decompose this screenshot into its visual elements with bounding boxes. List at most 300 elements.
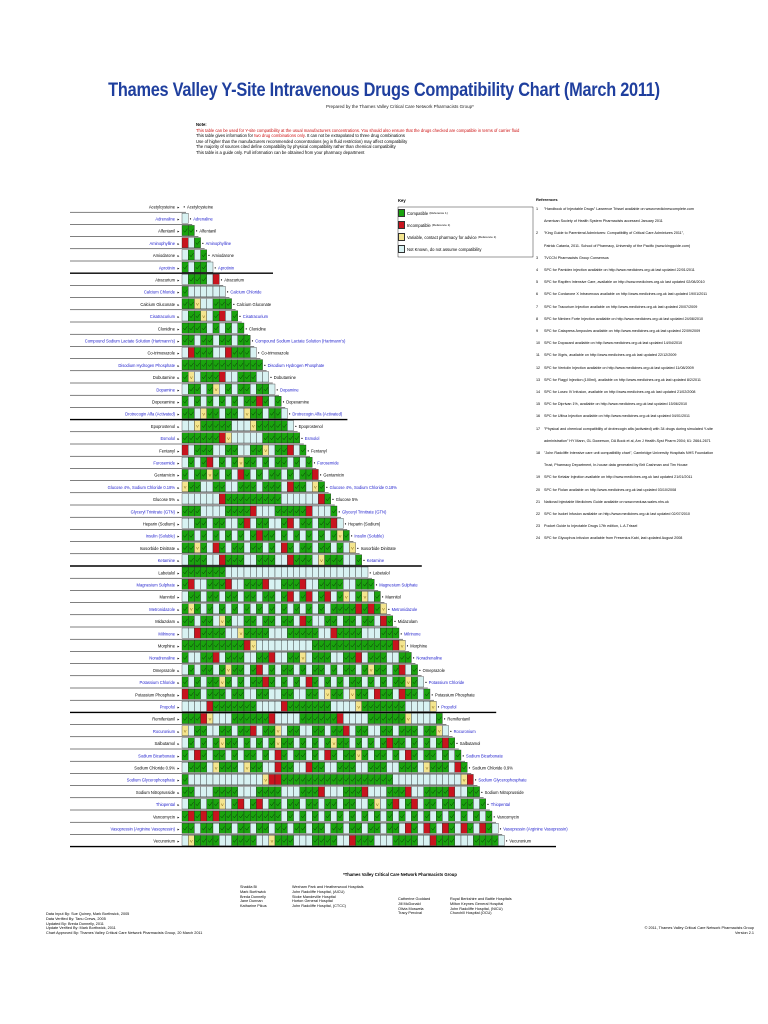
- compat-cell: [188, 482, 194, 492]
- compat-cell: [430, 762, 436, 772]
- compat-cell: [232, 652, 238, 662]
- compat-cell: [467, 823, 473, 833]
- row-marker: ▸: [177, 717, 180, 722]
- compat-cell: [263, 604, 269, 614]
- compat-cell: [473, 787, 479, 797]
- compat-cell: [306, 530, 312, 540]
- compat-cell: [380, 823, 386, 833]
- compat-cell: [263, 799, 269, 809]
- compat-cell: [362, 677, 368, 687]
- compat-cell: [312, 726, 318, 736]
- compat-cell: [312, 469, 318, 479]
- compat-cell: [232, 762, 238, 772]
- compat-cell: [287, 823, 293, 833]
- compat-cell: [455, 774, 461, 784]
- compat-cell: [399, 713, 405, 723]
- compat-cell: [411, 677, 417, 687]
- compat-cell: [225, 677, 231, 687]
- compat-cell: [269, 823, 275, 833]
- compat-cell: [269, 774, 275, 784]
- compat-cell: [256, 530, 262, 540]
- compat-cell: [424, 726, 430, 736]
- compat-cell: [213, 274, 219, 284]
- compat-cell: [287, 518, 293, 528]
- compat-cell: [207, 433, 213, 443]
- compat-cell: [244, 726, 250, 736]
- compat-cell: [349, 726, 355, 736]
- compat-cell: [312, 555, 318, 565]
- compat-cell: [325, 811, 331, 821]
- compat-cell: [219, 750, 225, 760]
- compat-cell: [238, 494, 244, 504]
- compat-cell: [244, 640, 250, 650]
- compat-cell: [362, 579, 368, 589]
- compat-cell: [238, 591, 244, 601]
- compat-cell: [194, 262, 200, 272]
- diagonal-bullet: •: [350, 533, 353, 539]
- variable-mark: V: [431, 704, 435, 710]
- compat-cell: [194, 677, 200, 687]
- compat-cell: [343, 701, 349, 711]
- compat-cell: [368, 762, 374, 772]
- compat-cell: [213, 799, 219, 809]
- compat-cell: [213, 652, 219, 662]
- compat-cell: [368, 750, 374, 760]
- compat-cell: [232, 738, 238, 748]
- compat-cell: [201, 384, 207, 394]
- compat-cell: [232, 591, 238, 601]
- compat-cell: [244, 530, 250, 540]
- compat-cell: [225, 799, 231, 809]
- compat-cell: [455, 762, 461, 772]
- compat-cell: [194, 372, 200, 382]
- compat-cell: [300, 530, 306, 540]
- compat-cell: [201, 567, 207, 577]
- compat-cell: [250, 469, 256, 479]
- diagonal-bullet: •: [238, 314, 242, 320]
- compat-cell: [263, 579, 269, 589]
- compat-cell: [306, 823, 312, 833]
- compat-cell: [182, 616, 188, 626]
- compat-cell: [182, 299, 188, 309]
- compat-cell: [201, 335, 207, 345]
- compat-cell: [244, 543, 250, 553]
- compat-cell: [411, 750, 417, 760]
- drug-diagonal-label: Dopamine: [280, 387, 299, 393]
- reference-item: 15 SPC for Diprivan 1%, available on http://www.medicines.org.uk last updated 15/06/2010: [536, 402, 688, 407]
- note-line-2: This table gives information for two drug combinations only. It can not be extrapolated to three drug combinations: [196, 133, 405, 139]
- compat-cell: [207, 726, 213, 736]
- compat-cell: [287, 469, 293, 479]
- compat-cell: [225, 811, 231, 821]
- compat-cell: [349, 823, 355, 833]
- compat-cell: [294, 774, 300, 784]
- compat-cell: [294, 701, 300, 711]
- compat-cell: [294, 469, 300, 479]
- compat-cell: [244, 689, 250, 699]
- drug-diagonal-label: Sodium Glycerophosphate: [478, 777, 527, 783]
- compat-cell: [337, 652, 343, 662]
- compat-cell: [331, 713, 337, 723]
- drug-diagonal-label: Sodium Chloride 0.9%: [472, 765, 513, 771]
- compat-cell: [356, 652, 362, 662]
- diagonal-bullet: •: [307, 448, 310, 454]
- compat-cell: [318, 591, 324, 601]
- compat-cell: [380, 799, 386, 809]
- compat-cell: [343, 652, 349, 662]
- compat-cell: [256, 628, 262, 638]
- compat-cell: [349, 701, 355, 711]
- variable-mark: V: [276, 728, 280, 734]
- compat-cell: [213, 628, 219, 638]
- compat-cell: [213, 665, 219, 675]
- drug-row-label: Disodium Hydrogen Phosphate: [118, 362, 175, 368]
- drug-diagonal-label: Remifentanil: [447, 716, 471, 722]
- compat-cell: [232, 396, 238, 406]
- compat-cell: [300, 567, 306, 577]
- drug-row-label: Magnesium Sulphate: [136, 582, 175, 588]
- compat-cell: [201, 494, 207, 504]
- compat-cell: [238, 360, 244, 370]
- compat-cell: [256, 616, 262, 626]
- compat-cell: [207, 555, 213, 565]
- compat-cell: [188, 469, 194, 479]
- compat-cell: [337, 738, 343, 748]
- compat-cell: [194, 506, 200, 516]
- compat-cell: [194, 323, 200, 333]
- drug-row-label: Ketamine: [157, 558, 175, 564]
- compat-cell: [213, 701, 219, 711]
- drug-diagonal-label: Metronidazole: [391, 606, 418, 612]
- compat-cell: [331, 774, 337, 784]
- drug-diagonal-label: Compound Sodium Lactate Solution (Hartmann's): [255, 338, 346, 344]
- compat-cell: [194, 726, 200, 736]
- variable-mark: V: [357, 704, 361, 710]
- compat-cell: [337, 640, 343, 650]
- copyright-block: [628, 926, 754, 936]
- compat-cell: [269, 689, 275, 699]
- incompatible-swatch: [398, 221, 405, 229]
- compat-cell: [225, 750, 231, 760]
- variable-mark: V: [375, 801, 379, 807]
- drug-row-label: Dopexamine: [152, 399, 175, 405]
- compat-cell: [244, 347, 250, 357]
- compat-cell: [368, 652, 374, 662]
- compat-cell: [312, 591, 318, 601]
- compat-cell: [250, 835, 256, 845]
- compat-cell: [256, 713, 262, 723]
- row-marker: ▸: [177, 229, 180, 234]
- compat-cell: [331, 689, 337, 699]
- drug-diagonal-label: Aprotinin: [218, 265, 235, 271]
- diagonal-bullet: •: [269, 375, 273, 381]
- compat-cell: [244, 811, 250, 821]
- compat-cell: [238, 347, 244, 357]
- compat-cell: [393, 665, 399, 675]
- compat-cell: [275, 567, 281, 577]
- row-marker: ▸: [177, 656, 180, 661]
- drug-row-label: Milrinone: [158, 631, 175, 637]
- compat-cell: [269, 677, 275, 687]
- compat-cell: [281, 750, 287, 760]
- compat-cell: [436, 799, 442, 809]
- variable-mark: V: [196, 301, 199, 307]
- compat-cell: [362, 616, 368, 626]
- compat-cell: [194, 738, 200, 748]
- compat-cell: [263, 482, 269, 492]
- compat-cell: [287, 726, 293, 736]
- compat-cell: [312, 530, 318, 540]
- compat-cell: [418, 701, 424, 711]
- compat-cell: [294, 616, 300, 626]
- diagonal-bullet: •: [493, 814, 496, 820]
- compat-cell: [325, 665, 331, 675]
- compat-cell: [188, 591, 194, 601]
- compat-cell: [213, 774, 219, 784]
- compat-cell: [182, 835, 188, 845]
- compat-cell: [430, 738, 436, 748]
- compat-cell: [244, 335, 250, 345]
- compat-cell: [306, 482, 312, 492]
- compat-cell: [250, 384, 256, 394]
- compat-cell: [213, 567, 219, 577]
- compat-cell: [244, 713, 250, 723]
- compat-cell: [207, 384, 213, 394]
- compat-cell: [436, 787, 442, 797]
- compat-cell: [331, 591, 337, 601]
- row-marker: ▸: [177, 729, 180, 734]
- compat-cell: [256, 372, 262, 382]
- compat-cell: [393, 628, 399, 638]
- compat-cell: [238, 335, 244, 345]
- compat-cell: [356, 835, 362, 845]
- compat-cell: [256, 762, 262, 772]
- compat-cell: [442, 787, 448, 797]
- compat-cell: [201, 372, 207, 382]
- variable-mark: V: [245, 411, 249, 417]
- compat-cell: [368, 787, 374, 797]
- compat-cell: [219, 726, 225, 736]
- compat-cell: [238, 726, 244, 736]
- compat-cell: [461, 835, 467, 845]
- compat-cell: [281, 518, 287, 528]
- diagonal-bullet: •: [226, 289, 229, 295]
- compat-cell: [250, 567, 256, 577]
- compat-cell: [418, 823, 424, 833]
- compat-cell: [275, 665, 281, 675]
- compat-cell: [287, 799, 293, 809]
- compat-cell: [201, 543, 207, 553]
- compat-cell: [188, 750, 194, 760]
- compat-cell: [281, 640, 287, 650]
- compat-cell: [318, 726, 324, 736]
- compat-cell: [486, 811, 492, 821]
- compat-cell: [263, 567, 269, 577]
- compat-cell: [362, 665, 368, 675]
- compat-cell: [399, 835, 405, 845]
- drug-diagonal-label: Labetalol: [373, 570, 390, 576]
- compat-cell: [182, 213, 188, 223]
- drug-row-label: Dopamine: [156, 387, 175, 393]
- compat-cell: [294, 640, 300, 650]
- compat-cell: [325, 835, 331, 845]
- note-heading: Note:: [196, 122, 207, 127]
- compat-cell: [225, 591, 231, 601]
- row-marker: ▸: [177, 742, 180, 747]
- compat-cell: [188, 555, 194, 565]
- compat-cell: [461, 787, 467, 797]
- compat-cell: [294, 457, 300, 467]
- compat-cell: [207, 299, 213, 309]
- compat-cell: [275, 530, 281, 540]
- compat-cell: [250, 762, 256, 772]
- diagonal-bullet: •: [431, 692, 434, 698]
- compat-cell: [356, 665, 362, 675]
- compat-cell: [430, 823, 436, 833]
- compat-cell: [263, 823, 269, 833]
- compat-cell: [244, 482, 250, 492]
- drug-row-label: Rocuronium: [152, 728, 175, 734]
- row-marker: ▸: [177, 559, 180, 564]
- compat-cell: [250, 591, 256, 601]
- variable-mark: V: [239, 460, 243, 466]
- compat-cell: [219, 835, 225, 845]
- drug-row-label: Glyceryl Trinitrate (GTN): [130, 509, 175, 515]
- compat-cell: [201, 360, 207, 370]
- compat-cell: [256, 567, 262, 577]
- compat-cell: [318, 494, 324, 504]
- compat-cell: [411, 738, 417, 748]
- row-marker: ▸: [177, 668, 180, 673]
- compat-cell: [343, 787, 349, 797]
- drug-diagonal-label: Gentamicin: [323, 472, 345, 478]
- variable-mark: V: [196, 545, 199, 551]
- compat-cell: [250, 823, 256, 833]
- compat-cell: [275, 518, 281, 528]
- compat-cell: [281, 713, 287, 723]
- compat-cell: [306, 579, 312, 589]
- compat-cell: [405, 787, 411, 797]
- compat-cell: [387, 750, 393, 760]
- reference-item: 9 SPC for Catapress Ampoules available on http://www.medicines.org.uk last updated 22/09/2009: [536, 329, 701, 333]
- compat-cell: [238, 445, 244, 455]
- compat-cell: [256, 506, 262, 516]
- compat-cell: [188, 335, 194, 345]
- compat-cell: [281, 445, 287, 455]
- compat-cell: [188, 811, 194, 821]
- reference-item: Trust, Pharmacy Department, In-house data generated by Brit Cashman and Tim House: [544, 463, 688, 468]
- compat-cell: [374, 750, 380, 760]
- compat-cell: [387, 713, 393, 723]
- compat-cell: [275, 591, 281, 601]
- compat-cell: [182, 469, 188, 479]
- diagonal-bullet: •: [455, 741, 459, 747]
- compat-cell: [300, 604, 306, 614]
- compat-cell: [287, 530, 293, 540]
- compat-cell: [374, 738, 380, 748]
- compat-cell: [194, 494, 200, 504]
- compat-cell: [275, 433, 281, 443]
- compat-cell: [263, 811, 269, 821]
- footer-group-title: *Thames Valley Critical Care Network Pharmacists Group: [343, 872, 457, 877]
- compat-cell: [225, 787, 231, 797]
- compat-cell: [219, 591, 225, 601]
- compat-cell: [294, 604, 300, 614]
- compat-cell: [368, 628, 374, 638]
- drug-diagonal-label: Vecuronium: [509, 838, 532, 844]
- variable-mark: V: [276, 740, 280, 746]
- reference-item: 4 SPC for Pamidex injection available on http://www.medicines.org.uk last updated 22/01/2011: [536, 268, 695, 272]
- compat-cell: [250, 652, 256, 662]
- compat-cell: [405, 823, 411, 833]
- compat-cell: [368, 591, 374, 601]
- compat-cell: [201, 555, 207, 565]
- compat-cell: [182, 811, 188, 821]
- compat-cell: [362, 774, 368, 784]
- compat-cell: [294, 665, 300, 675]
- compat-cell: [269, 421, 275, 431]
- compat-cell: [269, 506, 275, 516]
- compat-cell: [337, 604, 343, 614]
- drug-diagonal-label: Rocuronium: [453, 728, 476, 734]
- compat-cell: [294, 787, 300, 797]
- compat-cell: [238, 713, 244, 723]
- compat-cell: [368, 677, 374, 687]
- compat-cell: [294, 738, 300, 748]
- compat-cell: [194, 286, 200, 296]
- compat-cell: [201, 396, 207, 406]
- compat-cell: [362, 652, 368, 662]
- compat-cell: [362, 628, 368, 638]
- compat-cell: [182, 750, 188, 760]
- drug-row-label: Isosorbide Dinitrate: [139, 545, 175, 551]
- row-marker: ▸: [177, 449, 180, 454]
- compat-cell: [263, 372, 269, 382]
- compat-cell: [281, 408, 287, 418]
- compat-cell: [250, 677, 256, 687]
- compat-cell: [201, 835, 207, 845]
- compat-cell: [182, 372, 188, 382]
- compat-cell: [263, 835, 269, 845]
- compat-cell: [232, 494, 238, 504]
- compat-cell: [194, 311, 200, 321]
- compat-cell: [442, 726, 448, 736]
- compat-cell: [232, 384, 238, 394]
- compat-cell: [300, 689, 306, 699]
- compat-cell: [300, 616, 306, 626]
- compat-cell: [225, 396, 231, 406]
- compat-cell: [238, 787, 244, 797]
- compat-cell: [343, 604, 349, 614]
- drug-diagonal-label: Ketamine: [366, 558, 385, 564]
- compat-cell: [281, 421, 287, 431]
- compat-cell: [331, 750, 337, 760]
- compat-cell: [207, 445, 213, 455]
- compat-cell: [244, 445, 250, 455]
- compat-cell: [349, 665, 355, 675]
- compat-cell: [337, 787, 343, 797]
- compat-cell: [281, 604, 287, 614]
- member-row: Olivia Moswela John Radcliffe Hospital, (NICU): [398, 906, 503, 911]
- compat-cell: [430, 799, 436, 809]
- compat-cell: [387, 628, 393, 638]
- drug-diagonal-label: Sodium Bicarbonate: [466, 753, 503, 759]
- compat-cell: [455, 823, 461, 833]
- row-marker: ▸: [177, 473, 180, 478]
- compat-cell: [256, 640, 262, 650]
- compat-cell: [287, 738, 293, 748]
- compat-cell: [306, 518, 312, 528]
